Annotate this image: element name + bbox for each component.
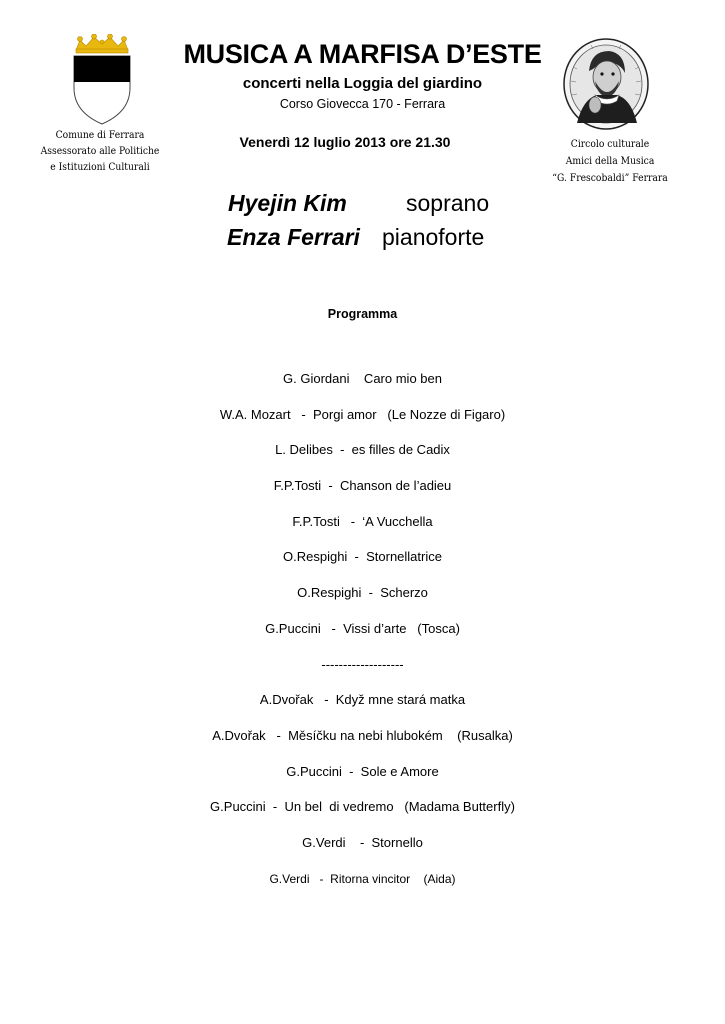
event-subtitle: concerti nella Loggia del giardino xyxy=(242,75,483,92)
caption-line: Amici della Musica xyxy=(565,156,655,167)
event-title: MUSICA A MARFISA D’ESTE xyxy=(183,39,542,69)
performer-name: Hyejin Kim xyxy=(228,190,347,216)
performer-role: pianoforte xyxy=(382,224,485,250)
caption-line: “G. Frescobaldi” Ferrara xyxy=(552,173,668,184)
program-list xyxy=(0,370,725,905)
program-item: G.Puccini - Sole e Amore xyxy=(286,763,439,779)
program-item: O.Respighi - Stornellatrice xyxy=(283,549,442,565)
caption-line: Assessorato alle Politiche xyxy=(40,146,160,157)
program-item: G.Puccini - Un bel di vedremo (Madama Butterfly) xyxy=(210,799,515,815)
program-item: G.Puccini - Vissi d’arte (Tosca) xyxy=(265,620,460,636)
program-item: F.P.Tosti - ‘A Vucchella xyxy=(292,513,433,529)
program-heading: Programma xyxy=(327,307,398,321)
program-item: O.Respighi - Scherzo xyxy=(297,585,428,601)
program-item: A.Dvořak - Měsíčku na nebi hlubokém (Rusalka) xyxy=(212,727,513,743)
performer-name: Enza Ferrari xyxy=(227,224,360,250)
caption-line: Circolo culturale xyxy=(570,139,650,150)
program-item: A.Dvořak - Když mne stará matka xyxy=(259,692,466,708)
event-date: Venerdì 12 luglio 2013 ore 21.30 xyxy=(239,134,451,150)
interval-divider: ------------------- xyxy=(321,656,404,672)
program-item: G. Giordani Caro mio ben xyxy=(283,371,442,386)
performer-role: soprano xyxy=(406,190,490,216)
caption-line: e Istituzioni Culturali xyxy=(50,162,150,173)
event-address: Corso Giovecca 170 - Ferrara xyxy=(279,97,446,111)
program-item: L. Delibes - es filles de Cadix xyxy=(275,442,450,458)
program-item: F.P.Tosti - Chanson de l’adieu xyxy=(273,478,452,494)
program-item: G.Verdi - Ritorna vincitor (Aida) xyxy=(269,871,456,886)
program-item: G.Verdi - Stornello xyxy=(302,834,423,850)
program-item: W.A. Mozart - Porgi amor (Le Nozze di Figaro) xyxy=(219,406,506,422)
caption-line: Comune di Ferrara xyxy=(55,130,145,141)
